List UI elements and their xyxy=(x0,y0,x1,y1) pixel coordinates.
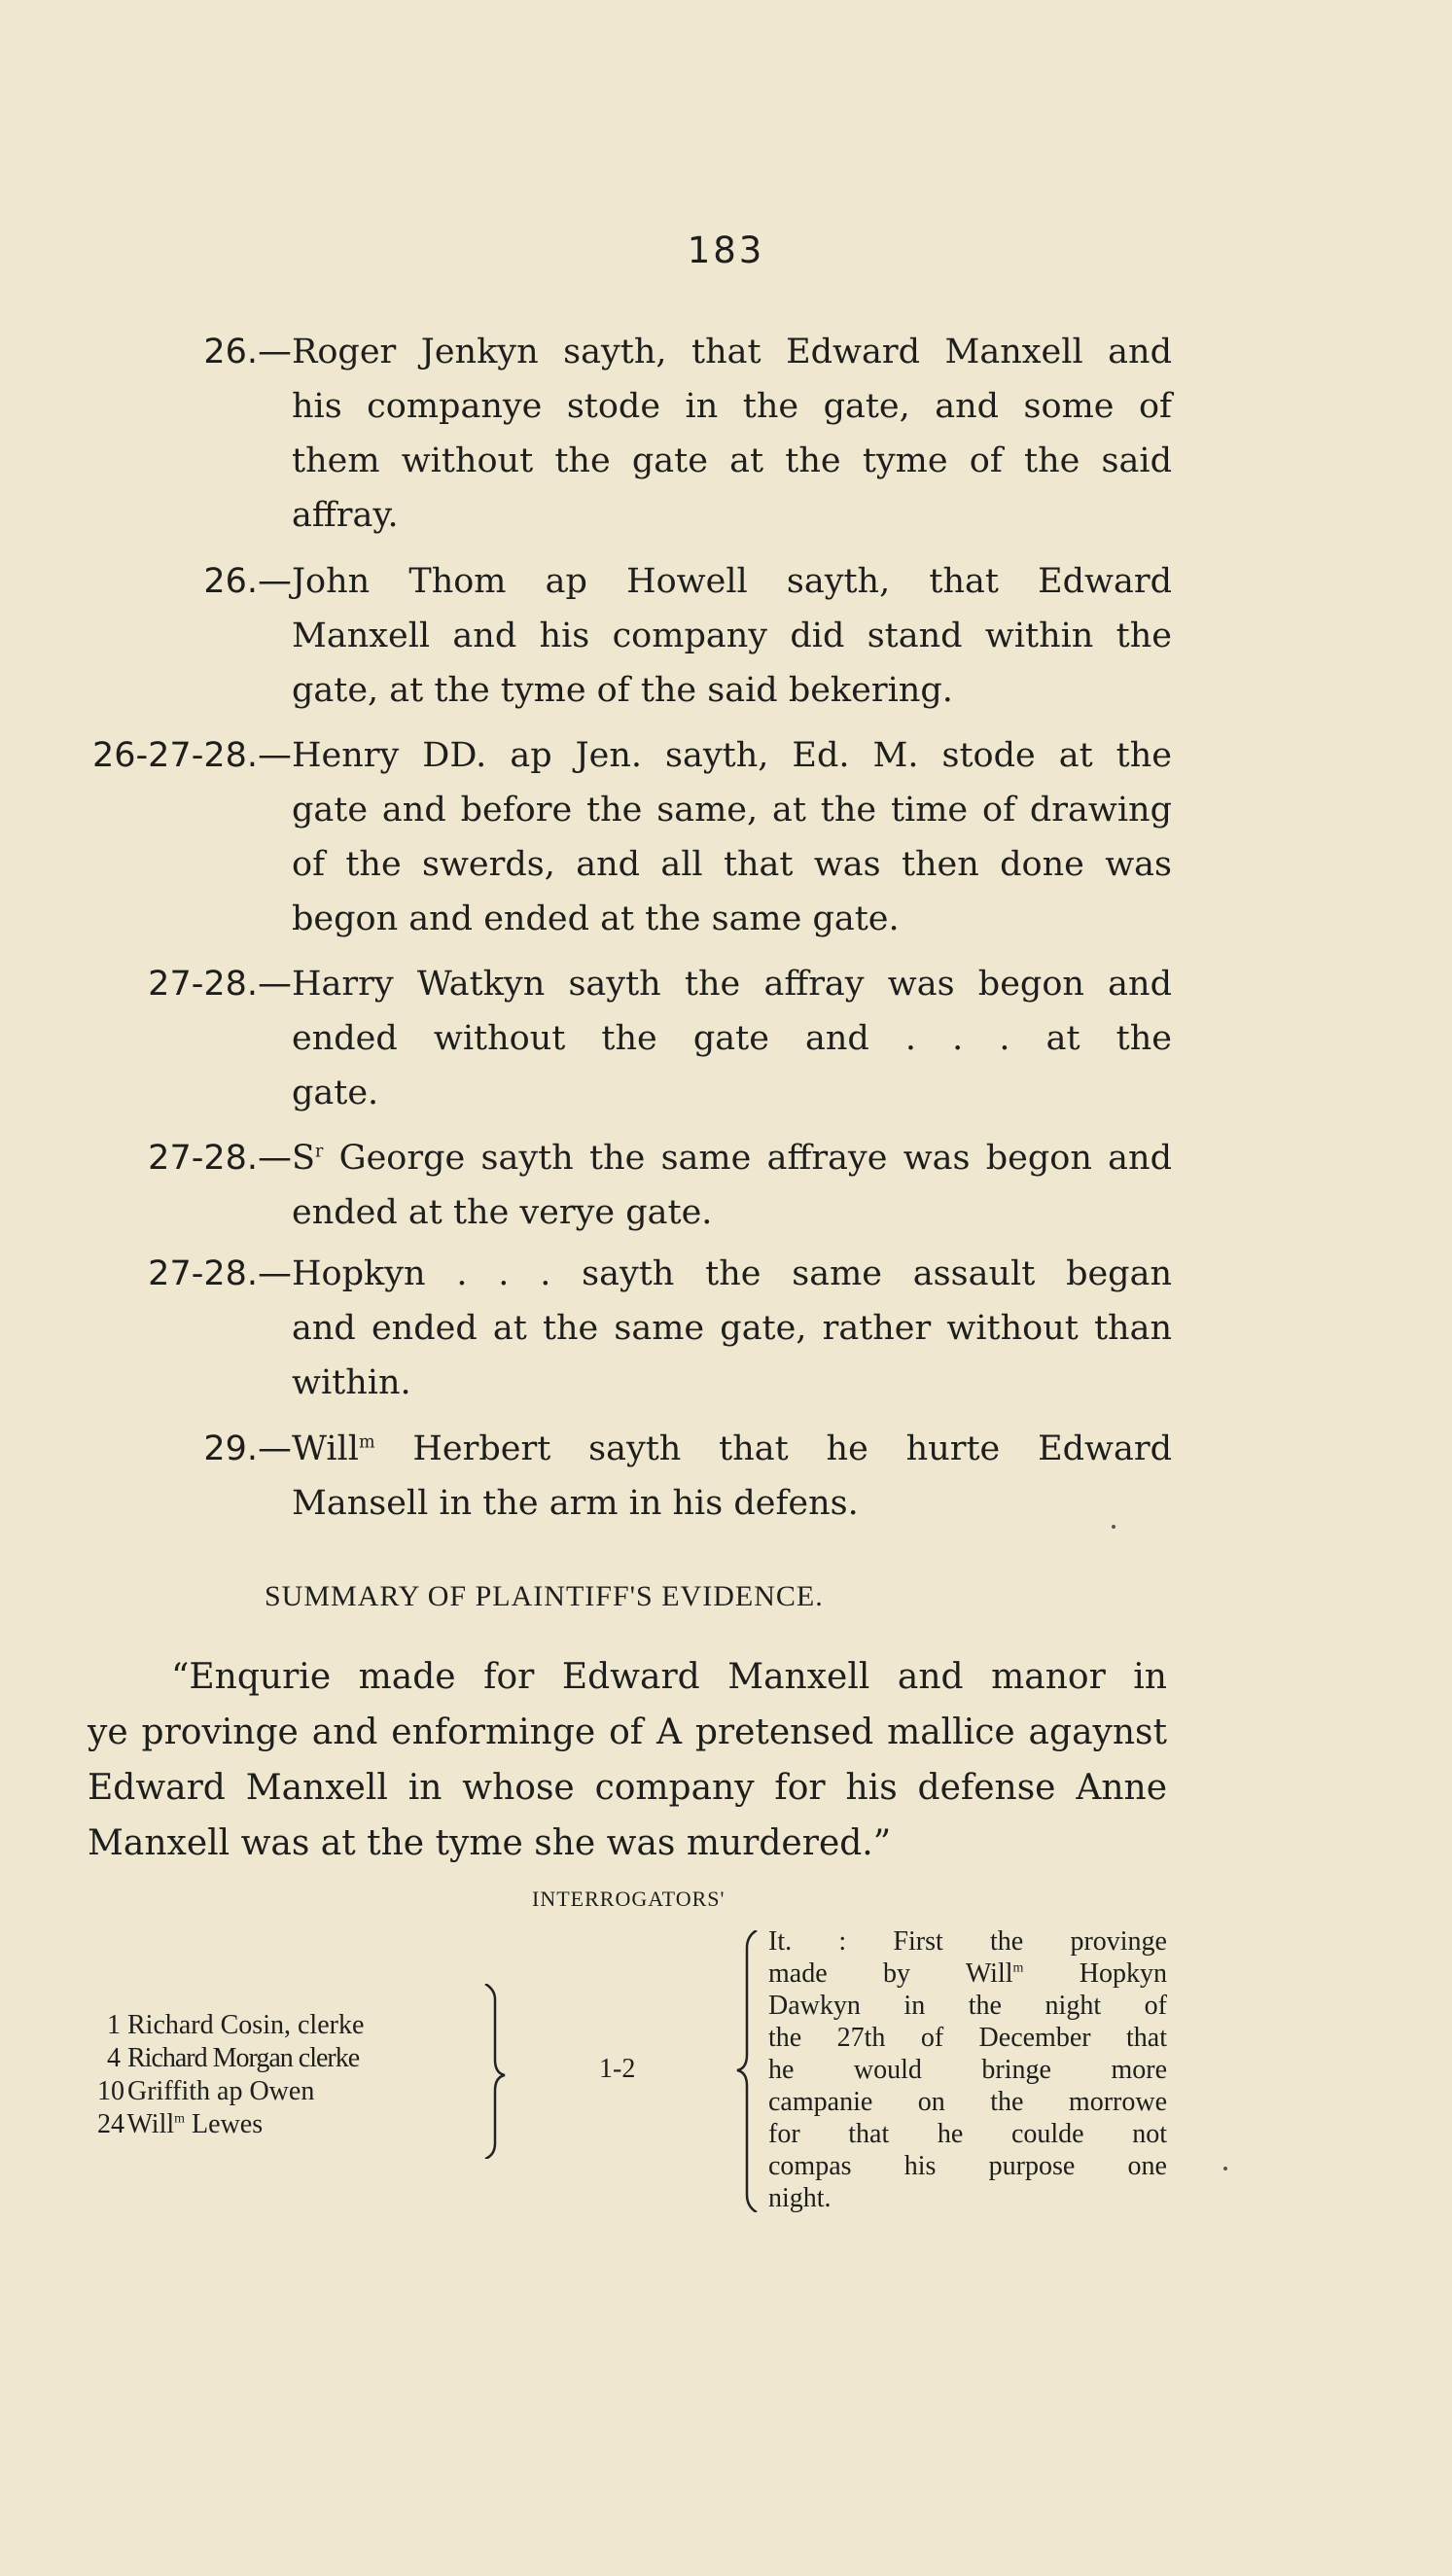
entry-line: ended at the verye gate. xyxy=(292,1193,713,1232)
summary-line: Edward Manxell in whose company for his defense Anne xyxy=(88,1768,1167,1808)
entry-line xyxy=(292,1131,1172,1185)
testimony-entry xyxy=(92,728,1172,946)
deponent-item xyxy=(97,2009,364,2042)
superscript: r xyxy=(314,1142,324,1162)
question-line: for that he coulde not xyxy=(768,2119,1167,2149)
superscript: m xyxy=(358,1432,375,1453)
interrogatory-range: 1-2 xyxy=(599,2054,636,2084)
deponent-item xyxy=(97,2108,364,2141)
deponent-list xyxy=(97,2009,364,2141)
entry-line xyxy=(292,1422,1172,1476)
right-brace-icon xyxy=(481,1984,520,2159)
summary-line: ye provinge and enforminge of A pretensed mallice agaynst xyxy=(88,1712,1167,1752)
entry-line: and ended at the same gate, rather without than xyxy=(292,1309,1172,1348)
entry-line: affray. xyxy=(292,496,399,535)
question-text: made by Will xyxy=(768,1958,1013,1989)
deponent-name-rest: Lewes xyxy=(185,2109,264,2139)
summary-line: “Enqurie made for Edward Manxell and manor in xyxy=(171,1657,1167,1697)
testimony-entry xyxy=(148,1131,1172,1240)
summary-paragraph xyxy=(88,1649,1167,1871)
entry-line: begon and ended at the same gate. xyxy=(292,900,900,938)
page-number: 183 xyxy=(687,229,765,271)
entry-line: them without the gate at the tyme of the said xyxy=(292,441,1172,480)
entry-line: of the swerds, and all that was then done was xyxy=(292,845,1172,884)
deponent-item xyxy=(97,2042,364,2075)
deponent-name: Will xyxy=(126,2109,175,2139)
entry-number: 27-28.— xyxy=(148,1139,292,1178)
deponent-number: 24 xyxy=(97,2109,124,2139)
entry-line: Mansell in the arm in his defens. xyxy=(292,1484,859,1523)
entry-line: his companye stode in the gate, and some of xyxy=(292,387,1172,426)
entry-line: gate and before the same, at the time of drawing xyxy=(292,791,1172,829)
testimony-entry xyxy=(203,554,1172,718)
entry-line: ended without the gate and . . . at the xyxy=(292,1019,1172,1058)
entry-line: gate. xyxy=(292,1074,379,1112)
interrogatories-heading: INTERROGATORS' xyxy=(532,1887,726,1911)
entry-line: gate, at the tyme of the said bekering. xyxy=(292,671,953,710)
summary-line: Manxell was at the tyme she was murdered.” xyxy=(88,1823,892,1863)
deponent-name: Richard Morgan clerke xyxy=(127,2043,360,2073)
entry-line-text: George sayth the same affraye was begon and xyxy=(323,1139,1172,1178)
testimony-entry xyxy=(148,957,1172,1120)
deponent-name: Richard Cosin, clerke xyxy=(127,2010,365,2040)
testimony-entry xyxy=(148,1247,1172,1410)
entry-number: 26-27-28.— xyxy=(92,736,292,775)
entry-line: within. xyxy=(292,1363,411,1402)
entry-number: 26.— xyxy=(203,333,292,371)
entry-line: Henry DD. ap Jen. sayth, Ed. M. stode at the xyxy=(292,736,1172,775)
entry-number: 26.— xyxy=(203,562,292,601)
question-line: campanie on the morrowe xyxy=(768,2087,1167,2117)
entry-number: 27-28.— xyxy=(148,965,292,1004)
deponent-number: 10 xyxy=(97,2076,124,2106)
entry-line: Harry Watkyn sayth the affray was begon and xyxy=(292,965,1172,1004)
question-line: the 27th of December that xyxy=(768,2023,1167,2053)
deponent-name: Griffith ap Owen xyxy=(127,2076,315,2106)
question-line: It. : First the provinge xyxy=(768,1926,1167,1957)
question-line: compas his purpose one xyxy=(768,2151,1167,2181)
deponent-number: 1 xyxy=(107,2010,121,2040)
speck xyxy=(1223,2167,1227,2170)
testimony-entry xyxy=(203,1422,1172,1531)
question-line: night. xyxy=(768,2183,832,2213)
question-text-rest: Hopkyn xyxy=(1023,1958,1167,1989)
entry-line: John Thom ap Howell sayth, that Edward xyxy=(292,562,1172,601)
speck xyxy=(1112,1525,1116,1529)
question-line: he would bringe more xyxy=(768,2055,1167,2085)
interrogatory-question xyxy=(768,1925,1167,2214)
entry-prefix: S xyxy=(292,1139,315,1178)
entry-line-text: Herbert sayth that he hurte Edward xyxy=(374,1429,1172,1468)
question-line: Dawkyn in the night of xyxy=(768,1991,1167,2021)
question-line xyxy=(768,1958,1167,1990)
entry-line: Roger Jenkyn sayth, that Edward Manxell and xyxy=(292,333,1172,371)
superscript: m xyxy=(1012,1960,1024,1976)
entry-number: 29.— xyxy=(203,1429,292,1468)
deponent-item xyxy=(97,2075,364,2108)
entry-prefix: Will xyxy=(292,1429,359,1468)
entry-number: 27-28.— xyxy=(148,1254,292,1293)
entry-line: Hopkyn . . . sayth the same assault began xyxy=(292,1254,1172,1293)
testimony-entry xyxy=(203,325,1172,543)
section-heading: SUMMARY OF PLAINTIFF'S EVIDENCE. xyxy=(265,1580,824,1612)
deponent-number: 4 xyxy=(107,2043,121,2073)
entry-line: Manxell and his company did stand within the xyxy=(292,617,1172,655)
left-brace-icon xyxy=(731,1930,770,2212)
superscript: m xyxy=(174,2111,186,2127)
